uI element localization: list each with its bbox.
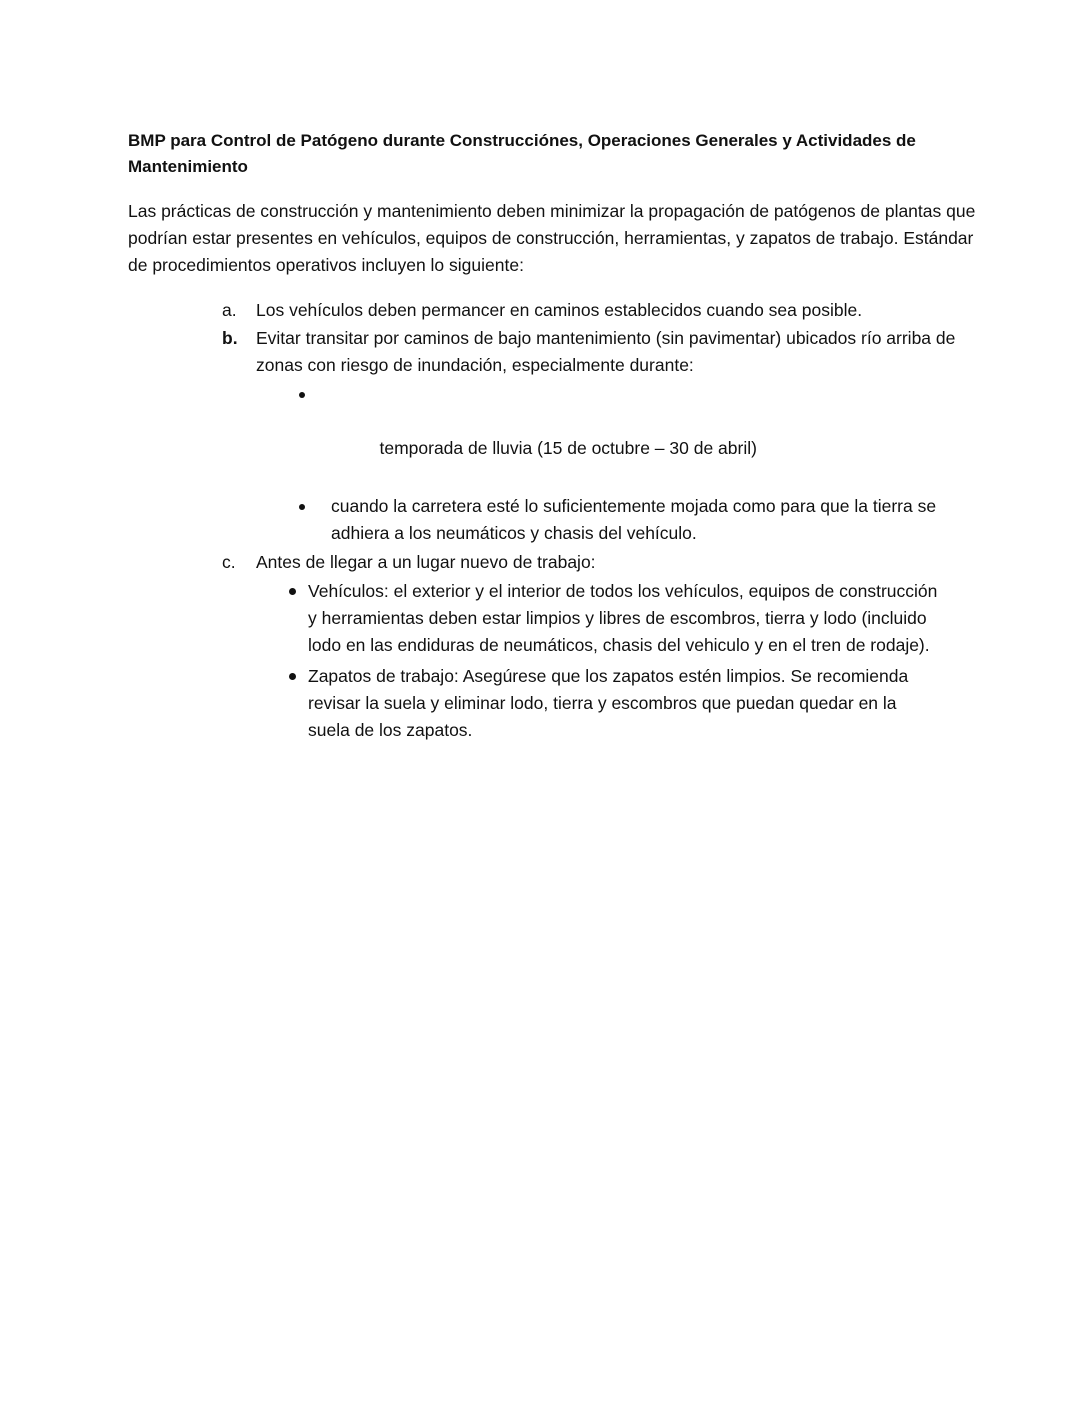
document-title: BMP para Control de Patógeno durante Construcciónes, Operaciones Generales y Actividades de Mantenimiento [128, 131, 916, 176]
list-item-c [222, 549, 972, 744]
bullet-dot-icon [289, 673, 296, 680]
bullet-item [256, 381, 972, 489]
bullet-dot-icon [299, 392, 305, 398]
list-marker: c. [222, 552, 236, 572]
bullet-item [256, 663, 938, 744]
bullet-text: Vehículos: el exterior y el interior de todos los vehículos, equipos de construcción y herramientas deben estar limpios y libres de escombros, tierra y lodo (incluido lodo en las endiduras de neumáticos, chasis del vehiculo y en el tren de rodaje). [308, 581, 938, 655]
bullet-text: temporada de lluvia (15 de octubre – 30 de abril) [374, 438, 757, 458]
list-item-text: Los vehículos deben permancer en caminos establecidos cuando sea posible. [256, 300, 863, 320]
bullet-dot-icon [299, 504, 305, 510]
list-item-text: Evitar transitar por caminos de bajo mantenimiento (sin pavimentar) ubicados río arriba de zonas con riesgo de inundación, especialmente durante: [256, 328, 956, 375]
bullet-item [256, 578, 938, 659]
list-marker: b. [222, 328, 238, 348]
bullet-dot-icon [289, 588, 296, 595]
bullet-item [256, 493, 972, 547]
list-marker: a. [222, 300, 237, 320]
list-item-b [222, 325, 972, 547]
bullet-text: cuando la carretera esté lo suficientemente mojada como para que la tierra se adhiera a los neumáticos y chasis del vehículo. [331, 496, 937, 543]
intro-paragraph: Las prácticas de construcción y mantenimiento deben minimizar la propagación de patógenos de plantas que podrían estar presentes en vehículos, equipos de construcción, herramientas, y zapatos de trabajo. Estándar de procedimientos operativos incluyen lo siguiente: [128, 201, 976, 275]
sub-bullet-list [256, 381, 972, 547]
list-item-text: Antes de llegar a un lugar nuevo de trabajo: [256, 552, 596, 572]
bullet-text: Zapatos de trabajo: Asegúrese que los zapatos estén limpios. Se recomienda revisar la suela y eliminar lodo, tierra y escombros que puedan quedar en la suela de los zapatos. [308, 666, 909, 740]
list-item-a [222, 297, 972, 324]
procedures-list [222, 297, 972, 747]
sub-bullet-list [256, 578, 972, 744]
